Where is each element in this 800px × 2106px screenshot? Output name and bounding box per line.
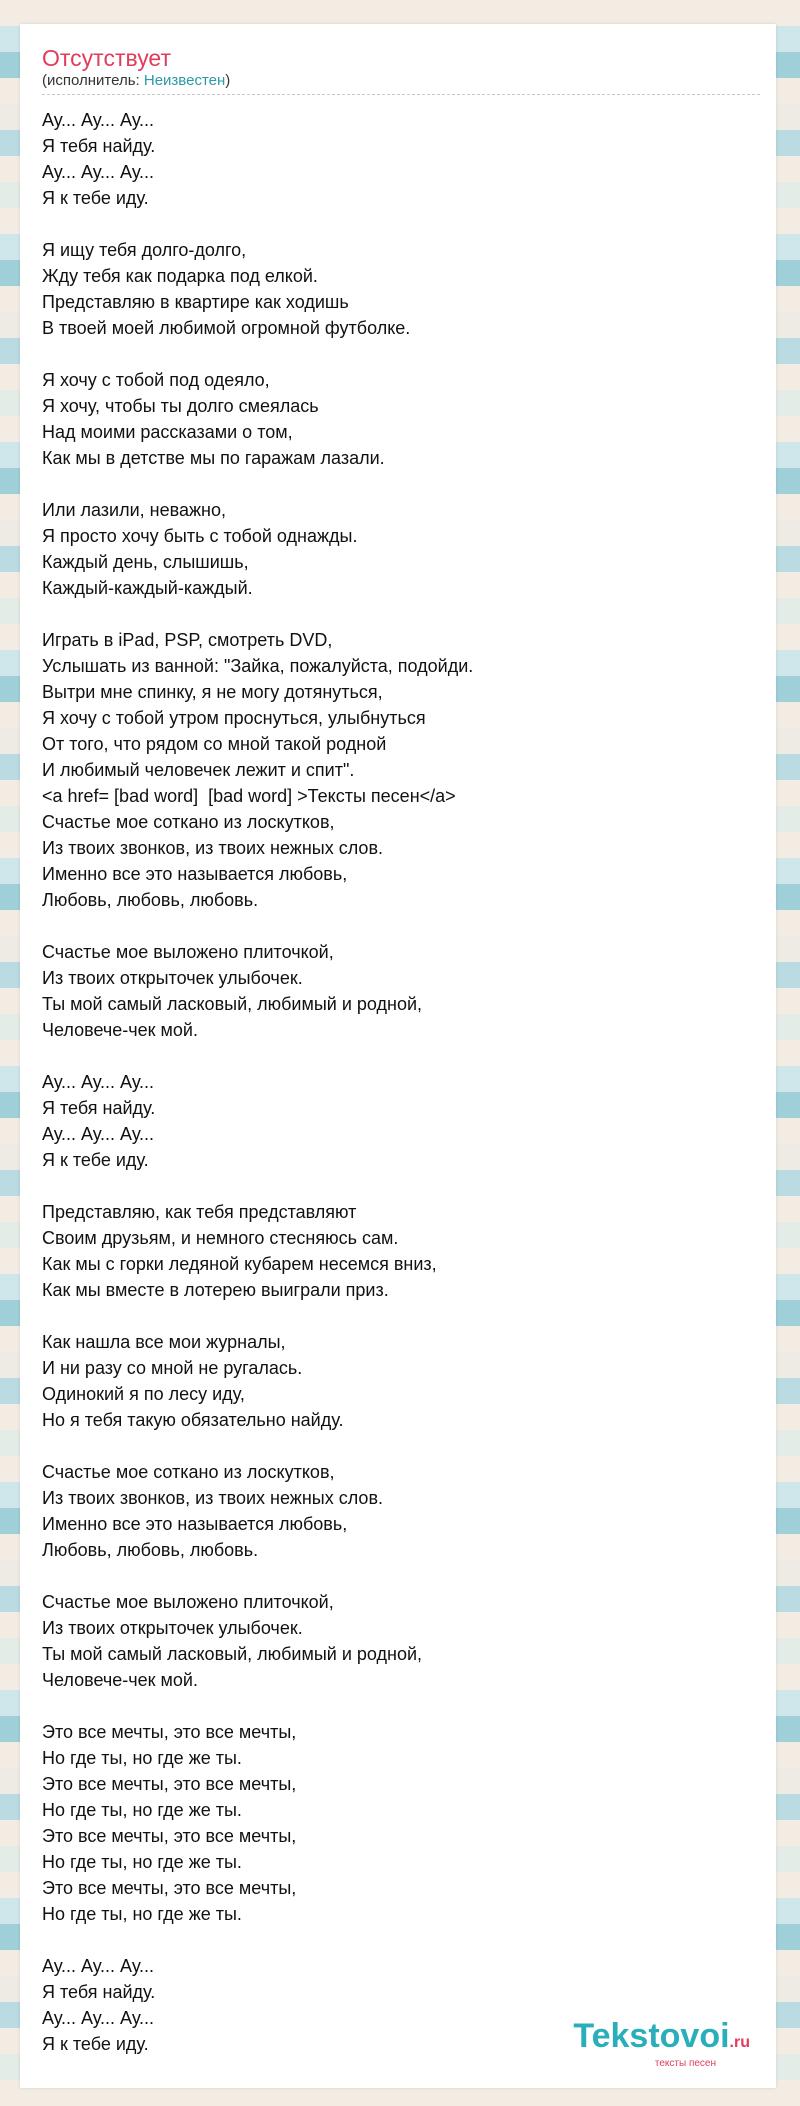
lyric-line: Ау... Ау... Ау... — [42, 162, 155, 182]
lyric-line: Но где ты, но где же ты. — [42, 1904, 242, 1924]
lyric-line: Ау... Ау... Ау... — [42, 1956, 155, 1976]
lyric-line — [42, 1927, 752, 1953]
lyric-line: От того, что рядом со мной такой родной — [42, 734, 387, 754]
lyric-line: Представляю, как тебя представляют — [42, 1202, 357, 1222]
lyric-line: И любимый человечек лежит и спит". — [42, 760, 355, 780]
lyric-line: Но где ты, но где же ты. — [42, 1852, 242, 1872]
song-title: Отсутствует — [42, 45, 171, 71]
lyric-line: Над моими рассказами о том, — [42, 422, 293, 442]
lyric-line: Услышать из ванной: "Зайка, пожалуйста, подойди. — [42, 656, 474, 676]
lyric-line: Я к тебе иду. — [42, 2034, 149, 2054]
lyric-line: <a href= [bad word] [bad word] >Тексты песен</a> — [42, 786, 456, 806]
lyric-line: Я тебя найду. — [42, 1098, 156, 1118]
lyric-line: Я хочу с тобой под одеяло, — [42, 370, 270, 390]
lyric-line — [42, 341, 752, 367]
lyric-line — [42, 1173, 752, 1199]
logo-wordmark — [573, 2019, 750, 2060]
lyric-line: Но где ты, но где же ты. — [42, 1800, 242, 1820]
lyric-line: Счастье мое выложено плиточкой, — [42, 942, 334, 962]
lyric-line: Своим друзьям, и немного стесняюсь сам. — [42, 1228, 399, 1248]
lyric-line — [42, 913, 752, 939]
lyric-line: Каждый-каждый-каждый. — [42, 578, 253, 598]
site-logo[interactable] — [573, 2019, 750, 2070]
lyric-line: Вытри мне спинку, я не могу дотянуться, — [42, 682, 383, 702]
lyric-line: Одинокий я по лесу иду, — [42, 1384, 245, 1404]
lyrics-card — [20, 24, 776, 2088]
lyric-line: Я просто хочу быть с тобой однажды. — [42, 526, 358, 546]
lyric-line: Как мы в детстве мы по гаражам лазали. — [42, 448, 385, 468]
lyrics-text — [42, 107, 752, 2057]
lyric-line: Играть в iPad, PSP, смотреть DVD, — [42, 630, 333, 650]
lyric-line: Счастье мое соткано из лоскутков, — [42, 812, 335, 832]
lyric-line: Каждый день, слышишь, — [42, 552, 249, 572]
lyric-line — [42, 1043, 752, 1069]
lyric-line: Я тебя найду. — [42, 136, 156, 156]
lyric-line — [42, 1433, 752, 1459]
lyric-line: Счастье мое выложено плиточкой, — [42, 1592, 334, 1612]
lyric-line: Я к тебе иду. — [42, 1150, 149, 1170]
artist-suffix: ) — [225, 72, 231, 89]
lyric-line: Ау... Ау... Ау... — [42, 1124, 155, 1144]
logo-tagline: тексты песен — [654, 2058, 716, 2069]
title-divider — [42, 94, 760, 95]
lyric-line: И ни разу со мной не ругалась. — [42, 1358, 303, 1378]
lyric-line: Человече-чек мой. — [42, 1670, 198, 1690]
logo-tld: .ru — [729, 2034, 750, 2051]
artist-line — [42, 72, 230, 90]
lyric-line: Именно все это называется любовь, — [42, 1514, 348, 1534]
lyric-line: Ты мой самый ласковый, любимый и родной, — [42, 994, 423, 1014]
artist-prefix: (исполнитель: — [42, 72, 144, 89]
lyric-line: Как мы с горки ледяной кубарем несемся вниз, — [42, 1254, 437, 1274]
lyric-line: Любовь, любовь, любовь. — [42, 890, 259, 910]
lyric-line: Это все мечты, это все мечты, — [42, 1826, 297, 1846]
lyric-line: Ау... Ау... Ау... — [42, 1072, 155, 1092]
lyric-line: Из твоих звонков, из твоих нежных слов. — [42, 1488, 384, 1508]
lyric-line — [42, 1303, 752, 1329]
lyric-line: Ау... Ау... Ау... — [42, 110, 155, 130]
lyric-line: Ты мой самый ласковый, любимый и родной, — [42, 1644, 423, 1664]
lyric-line: Я хочу, чтобы ты долго смеялась — [42, 396, 319, 416]
lyric-line: Я к тебе иду. — [42, 188, 149, 208]
lyric-line: Я хочу с тобой утром проснуться, улыбнуться — [42, 708, 426, 728]
lyric-line: Человече-чек мой. — [42, 1020, 198, 1040]
lyric-line — [42, 211, 752, 237]
lyric-line: Ау... Ау... Ау... — [42, 2008, 155, 2028]
lyric-line: Как нашла все мои журналы, — [42, 1332, 286, 1352]
lyric-line: В твоей моей любимой огромной футболке. — [42, 318, 411, 338]
lyric-line: Но где ты, но где же ты. — [42, 1748, 242, 1768]
lyric-line: Именно все это называется любовь, — [42, 864, 348, 884]
lyric-line: Из твоих открыточек улыбочек. — [42, 1618, 303, 1638]
lyric-line: Любовь, любовь, любовь. — [42, 1540, 259, 1560]
lyric-line: Но я тебя такую обязательно найду. — [42, 1410, 344, 1430]
lyric-line — [42, 471, 752, 497]
lyric-line: Как мы вместе в лотерею выиграли приз. — [42, 1280, 389, 1300]
lyric-line: Я тебя найду. — [42, 1982, 156, 2002]
lyric-line: Это все мечты, это все мечты, — [42, 1774, 297, 1794]
lyric-line: Это все мечты, это все мечты, — [42, 1878, 297, 1898]
lyric-line: Или лазили, неважно, — [42, 500, 226, 520]
lyric-line: Счастье мое соткано из лоскутков, — [42, 1462, 335, 1482]
lyric-line: Это все мечты, это все мечты, — [42, 1722, 297, 1742]
artist-link[interactable]: Неизвестен — [143, 72, 226, 89]
lyric-line — [42, 1563, 752, 1589]
lyric-line — [42, 601, 752, 627]
lyric-line: Жду тебя как подарка под елкой. — [42, 266, 318, 286]
lyric-line: Из твоих открыточек улыбочек. — [42, 968, 303, 988]
logo-name: Tekstovoi — [573, 2017, 730, 2055]
lyric-line: Из твоих звонков, из твоих нежных слов. — [42, 838, 384, 858]
lyric-line — [42, 1693, 752, 1719]
lyric-line: Представляю в квартире как ходишь — [42, 292, 349, 312]
lyric-line: Я ищу тебя долго-долго, — [42, 240, 247, 260]
